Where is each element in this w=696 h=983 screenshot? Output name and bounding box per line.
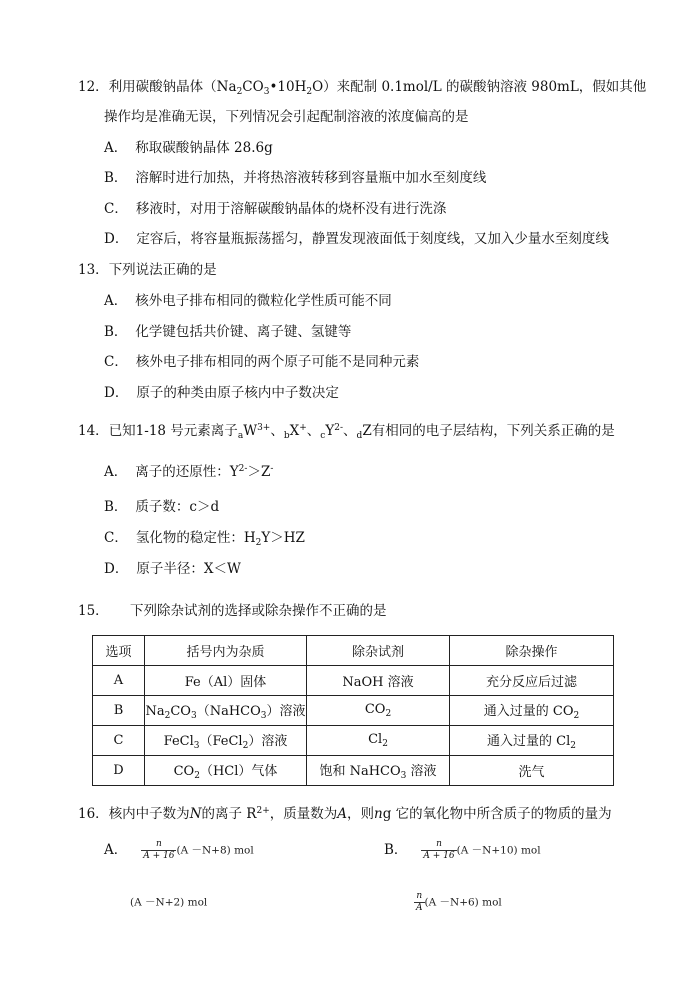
q13-option-a: A． 核外电子排布相同的微粒化学性质可能不同: [104, 293, 392, 309]
q16-option-d: $\frac{n}{A}$ (A －N+6) mol: [416, 891, 502, 913]
q16-option-a: A． $\frac{n}{A + 16}$ (A －N+8) mol: [104, 839, 254, 861]
q16-option-c: (A －N+2) mol: [130, 896, 208, 909]
q15-stem: 15． 下列除杂试剂的选择或除杂操作不正确的是: [78, 603, 387, 619]
q12-option-d: D． 定容后，将容量瓶振荡摇匀，静置发现液面低于刻度线，又加入少量水至刻度线: [104, 231, 609, 247]
table-row: [93, 666, 614, 696]
table-cell: A: [93, 666, 145, 696]
q16-option-b: B． $\frac{n}{A + 16}$ (A －N+10) mol: [384, 839, 541, 861]
q16-option-a-fraction: $\frac{n}{A + 16}$: [143, 839, 175, 861]
q14-option-c: C． 氢化物的稳定性：$H_2Y>HZ$: [104, 530, 305, 548]
table-cell: D: [93, 756, 145, 786]
q13-option-c: C． 核外电子排布相同的两个原子可能不是同种元素: [104, 354, 420, 370]
table-cell: $CO_2$: [307, 696, 450, 726]
q12-stem-line1: 12．利用碳酸钠晶体$(Na_2CO_3•10H_2O)$来配制 0.1mol/L 的碳酸钠溶液 980mL，假如其他: [78, 79, 647, 97]
table-cell: 通入过量的 $Cl_2$: [450, 726, 614, 756]
q13-stem: 13．下列说法正确的是: [78, 262, 217, 278]
table-header-cell: 除杂试剂: [307, 636, 450, 666]
q16-number: 16．: [78, 806, 109, 822]
q12-option-c: C． 移液时，对用于溶解碳酸钠晶体的烧杯没有进行洗涤: [104, 201, 447, 217]
table-cell: $Na_2CO_3(NaHCO_3)$溶液: [145, 696, 307, 726]
table-cell: 饱和 NaHCO$_3$ 溶液: [307, 756, 450, 786]
table-cell: 充分反应后过滤: [450, 666, 614, 696]
q14-option-d: D． 原子半径：X＜W: [104, 561, 241, 577]
table-row: [93, 726, 614, 756]
table-cell: Fe（Al）固体: [145, 666, 307, 696]
table-cell: B: [93, 696, 145, 726]
table-cell: $Cl_2$: [307, 726, 450, 756]
q12-option-a: A． 称取碳酸钠晶体 28.6g: [104, 140, 273, 156]
table-cell: C: [93, 726, 145, 756]
table-cell: 通入过量的 $CO_2$: [450, 696, 614, 726]
table-cell: $CO_2(HCl)$气体: [145, 756, 307, 786]
q12-stem-line2: 操作均是准确无误，下列情况会引起配制溶液的浓度偏高的是: [104, 109, 469, 125]
table-header-cell: 选项: [93, 636, 145, 666]
table-cell: NaOH 溶液: [307, 666, 450, 696]
table-header-row: [93, 636, 614, 666]
q16-option-d-fraction: $\frac{n}{A}$: [416, 891, 423, 913]
table-row: [93, 696, 614, 726]
table-header-cell: 括号内为杂质: [145, 636, 307, 666]
impurity-removal-table: [92, 635, 614, 786]
q14-number: 14．: [78, 423, 109, 439]
table-row: [93, 756, 614, 786]
table-cell: 洗气: [450, 756, 614, 786]
q12-number: 12．: [78, 79, 109, 95]
q14-option-b: B． 质子数：c＞d: [104, 499, 220, 515]
q13-option-d: D． 原子的种类由原子核内中子数决定: [104, 385, 339, 401]
q13-option-b: B． 化学键包括共价键、离子键、氢键等: [104, 324, 352, 340]
q16-option-b-fraction: $\frac{n}{A + 16}$: [423, 839, 455, 861]
q12-option-b: B． 溶解时进行加热，并将热溶液转移到容量瓶中加水至刻度线: [104, 170, 487, 186]
q15-number: 15．: [78, 603, 109, 619]
q14-option-a: A． 离子的还原性：$Y^{2-}>Z^-$: [104, 464, 274, 480]
table-header-cell: 除杂操作: [450, 636, 614, 666]
q13-number: 13．: [78, 262, 109, 278]
q14-stem: 14．已知1-18 号元素离子$_aW^{3+}$、$_b$X+、$_cY^{2-}$、$_d$Z有相同的电子层结构，下列关系正确的是: [78, 423, 615, 441]
table-cell: FeCl$_3$（FeCl$_2$）溶液: [145, 726, 307, 756]
q16-stem: 16．核内中子数为N的离子 $R^{2+}$，质量数为A，则ng 它的氧化物中所含质子的物质的量为: [78, 806, 612, 822]
